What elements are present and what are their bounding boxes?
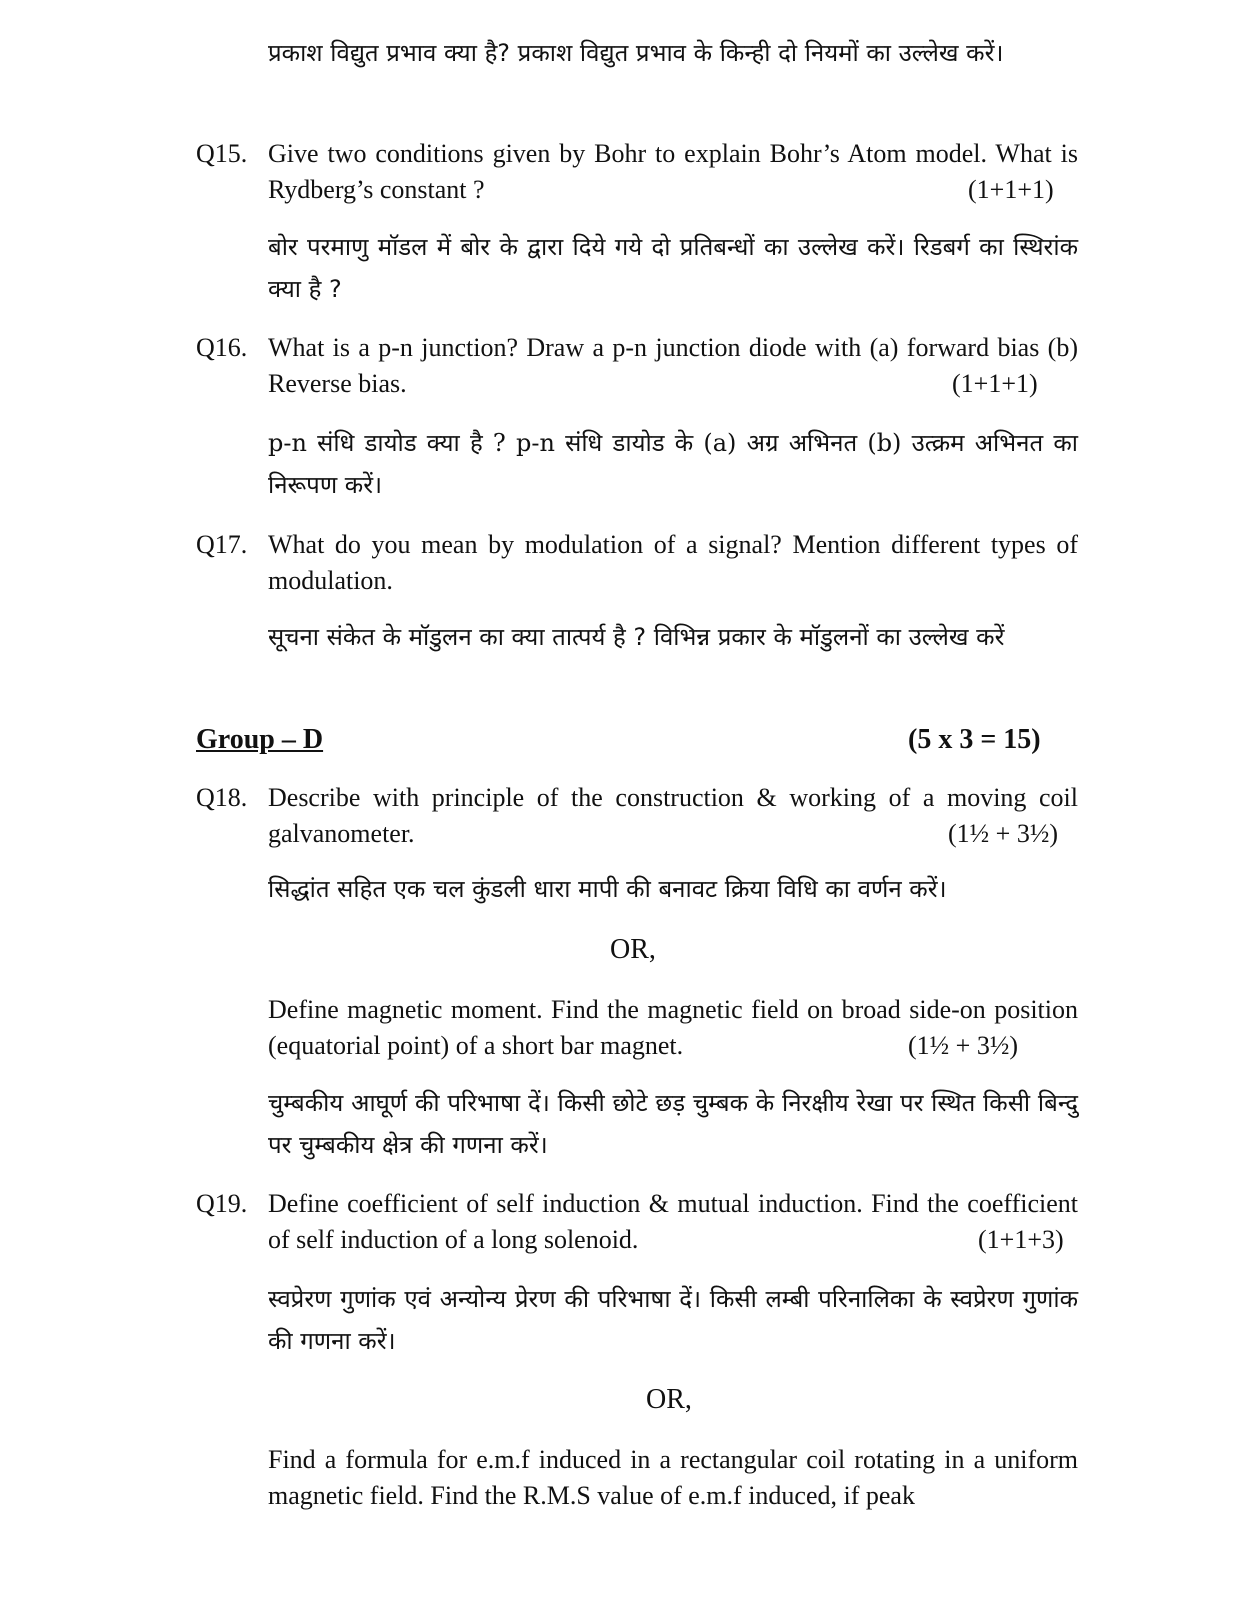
question-text-q17: What do you mean by modulation of a signal? Mention different types of modulation. xyxy=(268,530,1078,595)
alt-question-text-q19: Find a formula for e.m.f induced in a rectangular coil rotating in a uniform magnetic field. Find the R.M.S value of e.m.f induced, if peak xyxy=(268,1445,1078,1510)
question-text-q19: Define coefficient of self induction & mutual induction. Find the coefficient of self induction of a long solenoid. xyxy=(268,1189,1078,1254)
hindi-text-q16: p-n संधि डायोड क्या है ? p-n संधि डायोड के (a) अग्र अभिनत (b) उत्क्रम अभिनत का निरूपण करें। xyxy=(268,429,1078,499)
group-heading xyxy=(196,722,323,758)
hindi-text-q15: बोर परमाणु मॉडल में बोर के द्वारा दिये गये दो प्रतिबन्धों का उल्लेख करें। रिडबर्ग का स्थिरांक क्या है ? xyxy=(268,233,1078,303)
hindi-text-q18: सिद्धांत सहित एक चल कुंडली धारा मापी की बनावट क्रिया विधि का वर्णन करें। xyxy=(268,875,947,903)
group-title: Group – D xyxy=(196,724,324,755)
marks-q16: (1+1+1) xyxy=(952,369,1038,398)
question-number-q19: Q19. xyxy=(196,1189,248,1218)
question-text-q18: Describe with principle of the construction & working of a moving coil galvanometer. xyxy=(268,783,1078,848)
marks-q15: (1+1+1) xyxy=(968,175,1054,204)
or-separator-q18: OR, xyxy=(610,934,656,965)
question-number-q16: Q16. xyxy=(196,333,248,362)
marks-q19: (1+1+3) xyxy=(978,1225,1064,1254)
hindi-text-q17: सूचना संकेत के मॉडुलन का क्या तात्पर्य है ? विभिन्न प्रकार के मॉडुलनों का उल्लेख करें xyxy=(268,623,1005,651)
hindi-text-q19: स्वप्रेरण गुणांक एवं अन्योन्य प्रेरण की परिभाषा दें। किसी लम्बी परिनालिका के स्वप्रेरण गुणांक की गणना करें। xyxy=(268,1285,1078,1355)
question-number-q15: Q15. xyxy=(196,139,248,168)
alt-question-text-q18: Define magnetic moment. Find the magnetic field on broad side-on position (equatorial point) of a short bar magnet. xyxy=(268,995,1078,1060)
group-marks: (5 x 3 = 15) xyxy=(908,724,1041,755)
intro-hindi-text: प्रकाश विद्युत प्रभाव क्या है? प्रकाश विद्युत प्रभाव के किन्ही दो नियमों का उल्लेख करें। xyxy=(268,39,1004,67)
question-text-q16: What is a p-n junction? Draw a p-n junction diode with (a) forward bias (b) Reverse bias. xyxy=(268,333,1078,398)
or-separator-q19: OR, xyxy=(646,1384,692,1415)
question-number-q17: Q17. xyxy=(196,530,248,559)
alt-hindi-text-q18: चुम्बकीय आघूर्ण की परिभाषा दें। किसी छोटे छड़ चुम्बक के निरक्षीय रेखा पर स्थित किसी बिन्दु पर चुम्बकीय क्षेत्र की गणना करें। xyxy=(268,1089,1078,1159)
alt-marks-q18: (1½ + 3½) xyxy=(908,1031,1018,1060)
marks-q18: (1½ + 3½) xyxy=(948,819,1058,848)
question-number-q18: Q18. xyxy=(196,783,248,812)
question-text-q15: Give two conditions given by Bohr to explain Bohr’s Atom model. What is Rydberg’s constant ? xyxy=(268,139,1078,204)
